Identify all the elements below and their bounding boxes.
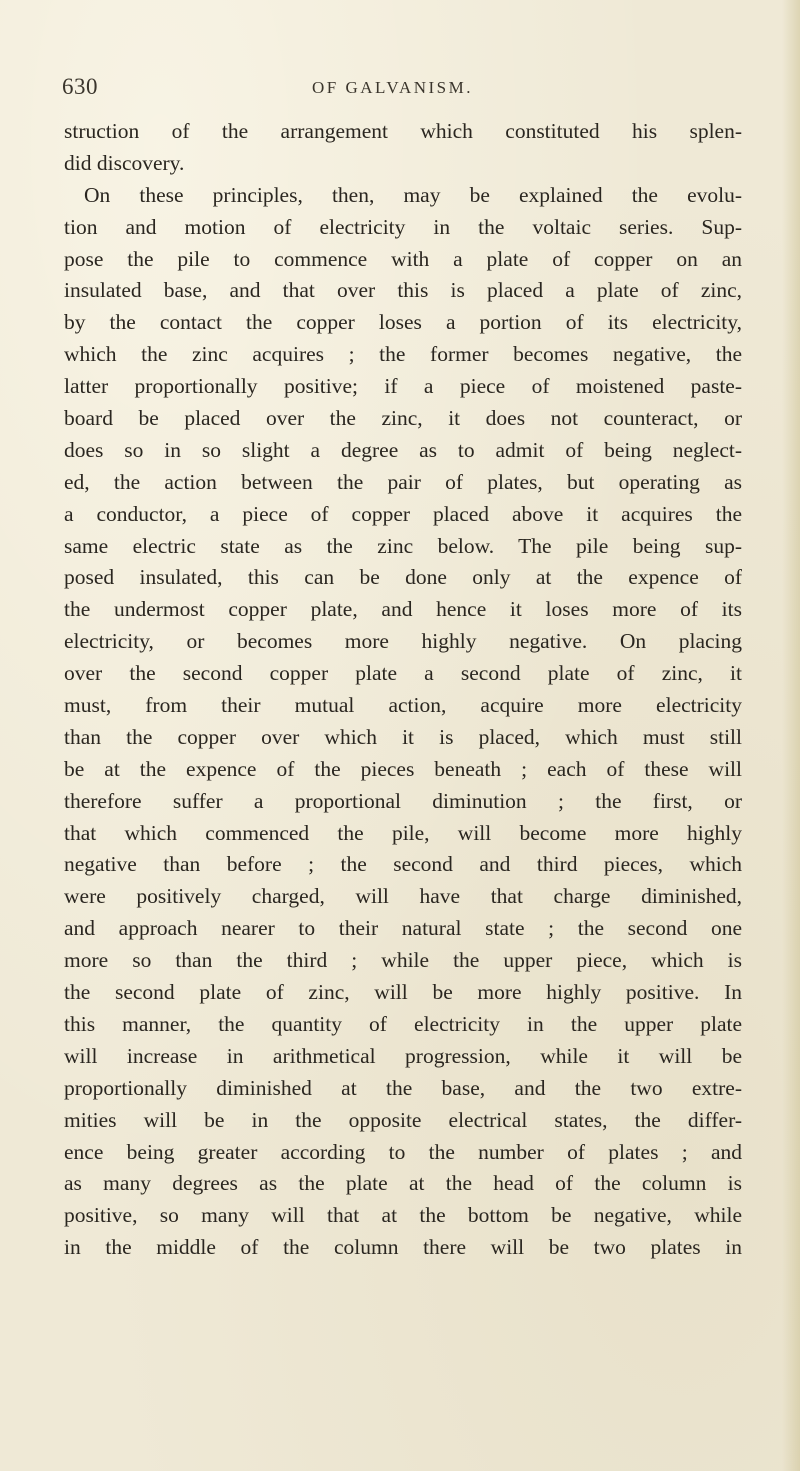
text-line: pose the pile to commence with a plate of copper on an [64,246,742,271]
text-line: ence being greater according to the number of plates ; and [64,1139,742,1164]
text-line: which the zinc acquires ; the former becomes negative, the [64,342,742,367]
text-line: positive, so many will that at the bottom be negative, while [64,1203,742,1228]
text-line: in the middle of the column there will be two plates in [64,1235,742,1260]
text-line: struction of the arrangement which constituted his splen- [64,119,742,143]
page-header [62,74,762,114]
text-line: did discovery. [64,150,185,175]
text-line: electricity, or becomes more highly negative. On placing [64,629,742,654]
text-line: board be placed over the zinc, it does not counteract, or [64,406,742,431]
text-line: does so in so slight a degree as to admit of being neglect- [64,437,742,462]
text-line: must, from their mutual action, acquire more electricity [64,693,742,718]
text-line: ed, the action between the pair of plates, but operating as [64,469,742,494]
text-line: over the second copper plate a second plate of zinc, it [64,661,742,686]
text-line: posed insulated, this can be done only at the expence of [64,565,742,590]
text-line: negative than before ; the second and third pieces, which [64,852,742,877]
text-line: be at the expence of the pieces beneath ; each of these will [64,756,742,781]
page-number: 630 [62,74,98,99]
text-line: insulated base, and that over this is placed a plate of zinc, [64,278,742,303]
text-line: were positively charged, will have that charge diminished, [64,884,742,909]
text-line: will increase in arithmetical progression, while it will be [64,1043,742,1068]
text-line: the second plate of zinc, will be more highly positive. In [64,980,742,1005]
text-line: as many degrees as the plate at the head of the column is [64,1171,742,1196]
body-text [64,116,742,1264]
page-edge-shadow [782,0,800,1471]
text-line: by the contact the copper loses a portion of its electricity, [64,310,742,335]
text-line: more so than the third ; while the upper piece, which is [64,948,742,973]
text-line: mities will be in the opposite electrical states, the differ- [64,1107,742,1132]
text-line: a conductor, a piece of copper placed above it acquires the [64,501,742,526]
text-line: this manner, the quantity of electricity in the upper plate [64,1011,742,1036]
text-line: therefore suffer a proportional diminution ; the first, or [64,788,742,813]
text-line: the undermost copper plate, and hence it loses more of its [64,597,742,622]
running-title: OF GALVANISM. [312,78,473,97]
text-line: same electric state as the zinc below. The pile being sup- [64,533,742,558]
text-line: latter proportionally positive; if a piece of moistened paste- [64,374,742,399]
text-line: than the copper over which it is placed, which must still [64,724,742,749]
text-line: proportionally diminished at the base, and the two extre- [64,1075,742,1100]
text-line: tion and motion of electricity in the voltaic series. Sup- [64,214,742,239]
text-line: and approach nearer to their natural state ; the second one [64,916,742,941]
text-line: that which commenced the pile, will become more highly [64,820,742,845]
text-line: On these principles, then, may be explained the evolu- [84,182,742,207]
